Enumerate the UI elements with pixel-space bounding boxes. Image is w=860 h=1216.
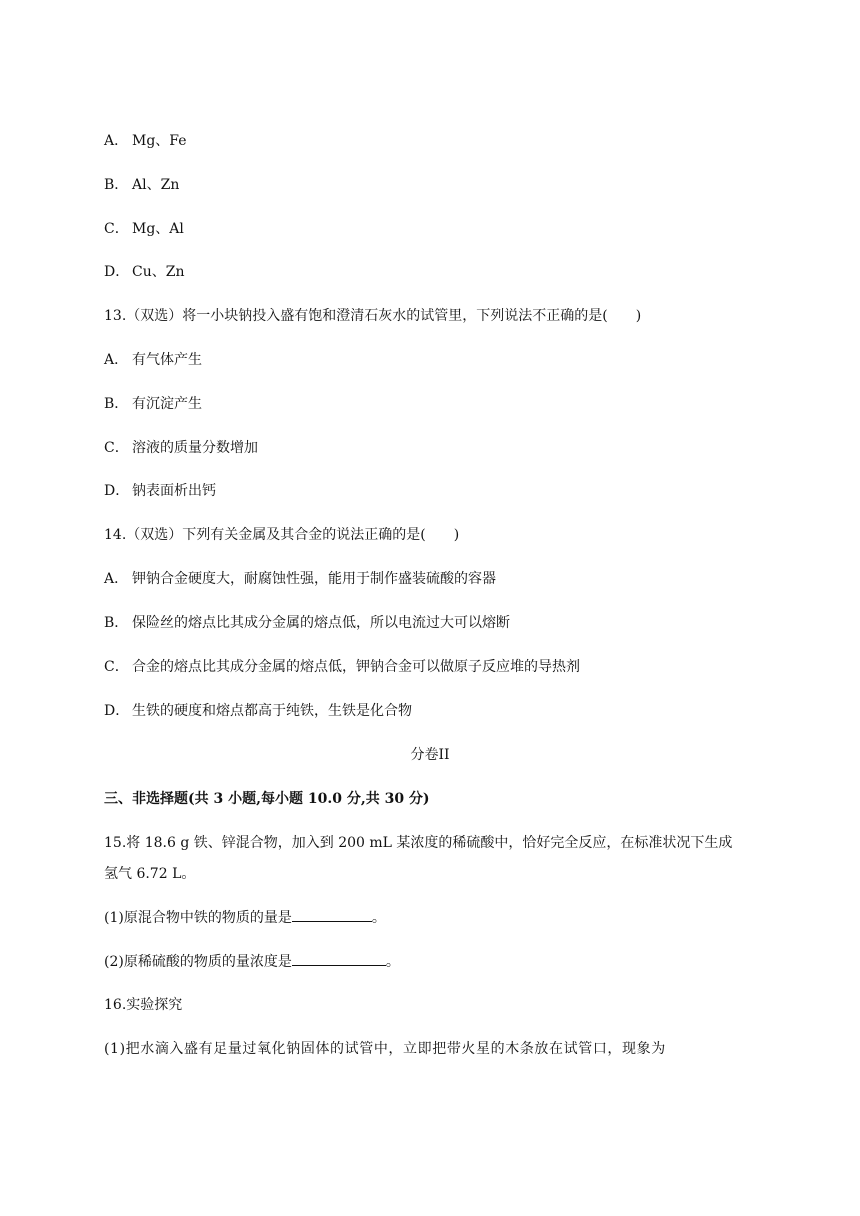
option-text: Cu、Zn [132,264,185,280]
q13-option-c [104,438,258,458]
option-text: Mg、Fe [132,133,187,149]
q14-option-b [104,613,510,633]
option-text: 合金的熔点比其成分金属的熔点低，钾钠合金可以做原子反应堆的导热剂 [132,659,580,675]
option-text: 钠表面析出钙 [132,483,216,499]
option-text: 有沉淀产生 [132,396,202,412]
q14-stem: 14.（双选）下列有关金属及其合金的说法正确的是( ) [104,527,460,543]
q15-part2 [104,951,400,972]
q15-stem-line1: 15.将 18.6 g 铁、锌混合物，加入到 200 mL 某浓度的稀硫酸中，恰好完全反应，在标准状况下生成 [104,835,733,851]
q15-part1 [104,907,386,928]
q14-option-a [104,569,496,589]
option-letter: D． [104,264,130,280]
q13-stem: 13.（双选）将一小块钠投入盛有饱和澄清石灰水的试管里，下列说法不正确的是( ) [104,308,642,324]
option-letter: A． [104,133,129,149]
option-letter: C． [104,659,129,675]
q15-part1-text: (1)原混合物中铁的物质的量是 [104,910,292,926]
option-text: 钾钠合金硬度大，耐腐蚀性强，能用于制作盛装硫酸的容器 [132,571,496,587]
option-letter: A． [104,352,129,368]
option-letter: B． [104,615,129,631]
q15-part2-end: 。 [385,954,400,970]
q13-option-b [104,394,202,414]
option-text: 保险丝的熔点比其成分金属的熔点低，所以电流过大可以熔断 [132,615,510,631]
q15-part1-end: 。 [371,910,386,926]
option-text: 溶液的质量分数增加 [132,440,258,456]
q15-stem-line2: 氢气 6.72 L。 [104,866,196,882]
q15-part2-text: (2)原稀硫酸的物质的量浓度是 [104,954,292,970]
q13-option-a [104,350,202,370]
section-heading: 三、非选择题(共 3 小题,每小题 10.0 分,共 30 分) [104,791,430,807]
q12-option-c [104,219,184,239]
q12-option-a [104,131,187,151]
answer-blank[interactable] [292,907,372,922]
option-letter: D． [104,703,130,719]
q14-option-d [104,701,412,721]
answer-blank[interactable] [292,951,386,966]
option-text: Al、Zn [132,177,180,193]
option-letter: C． [104,221,129,237]
option-letter: B． [104,177,129,193]
q16-part1: (1)把水滴入盛有足量过氧化钠固体的试管中，立即把带火星的木条放在试管口，现象为 [104,1041,666,1057]
q12-option-d [104,262,184,282]
q14-option-c [104,657,580,677]
option-letter: C． [104,440,129,456]
option-text: 有气体产生 [132,352,202,368]
section-title: 分卷II [410,747,450,763]
q16-title: 16.实验探究 [104,997,183,1013]
option-text: 生铁的硬度和熔点都高于纯铁，生铁是化合物 [132,703,412,719]
option-letter: A． [104,571,129,587]
option-letter: B． [104,396,129,412]
option-text: Mg、Al [132,221,184,237]
option-letter: D． [104,483,130,499]
q13-option-d [104,481,216,501]
q12-option-b [104,175,179,195]
